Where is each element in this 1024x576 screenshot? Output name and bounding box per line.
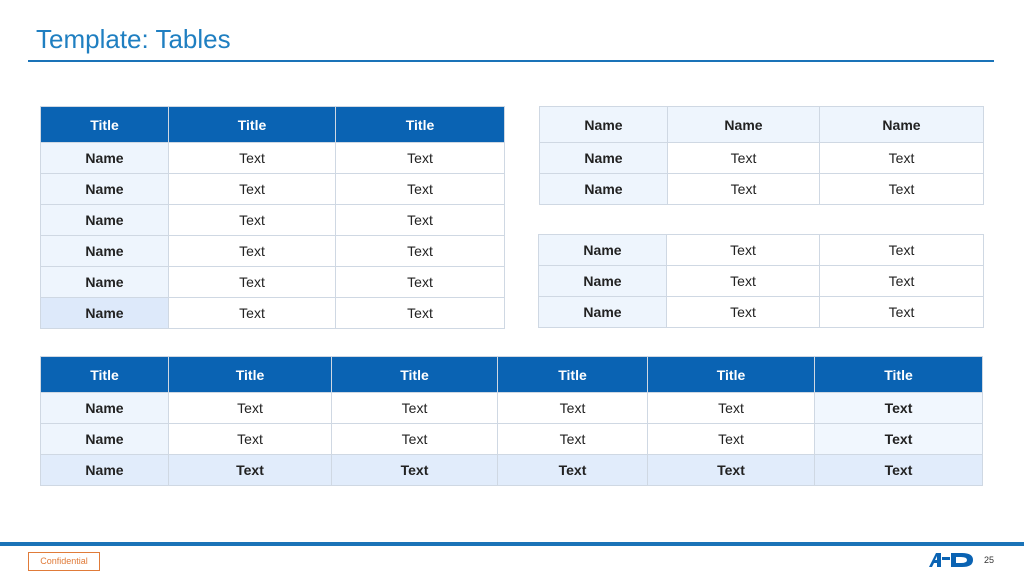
confidential-label: Confidential bbox=[28, 552, 100, 571]
table-cell: Text bbox=[498, 455, 648, 486]
table-cell: Text bbox=[668, 174, 820, 205]
table-cell: Text bbox=[169, 424, 332, 455]
table-cell: Text bbox=[820, 297, 984, 328]
table-cell: Text bbox=[336, 298, 505, 329]
table-cell: Text bbox=[820, 143, 984, 174]
table-cell: Text bbox=[648, 424, 815, 455]
column-header: Title bbox=[336, 107, 505, 143]
table-cell: Text bbox=[169, 143, 336, 174]
column-header: Title bbox=[332, 357, 498, 393]
table-cell: Text bbox=[169, 205, 336, 236]
table-cell: Text bbox=[336, 267, 505, 298]
table-cell: Text bbox=[332, 393, 498, 424]
table-cell: Text bbox=[667, 297, 820, 328]
row-name-cell: Name bbox=[41, 267, 169, 298]
column-header: Title bbox=[169, 107, 336, 143]
column-header: Title bbox=[648, 357, 815, 393]
slide-title: Template: Tables bbox=[36, 24, 231, 54]
table-cell: Text bbox=[336, 205, 505, 236]
table-cell: Text bbox=[169, 174, 336, 205]
table-cell: Text bbox=[648, 455, 815, 486]
column-header: Title bbox=[41, 357, 169, 393]
table-row bbox=[41, 267, 505, 298]
row-name-cell: Name bbox=[540, 143, 668, 174]
table-top-right bbox=[539, 106, 984, 205]
column-header: Title bbox=[41, 107, 169, 143]
row-name-cell: Name bbox=[41, 393, 169, 424]
table-cell: Text bbox=[336, 143, 505, 174]
table-cell: Text bbox=[336, 174, 505, 205]
table-cell: Text bbox=[820, 174, 984, 205]
row-name-cell: Name bbox=[539, 297, 667, 328]
footer-divider bbox=[0, 542, 1024, 546]
company-logo bbox=[928, 552, 974, 568]
table-header-row bbox=[41, 357, 983, 393]
table-row bbox=[41, 298, 505, 329]
column-header: Name bbox=[668, 107, 820, 143]
table-row bbox=[540, 143, 984, 174]
table-row bbox=[41, 393, 983, 424]
table-row bbox=[41, 205, 505, 236]
table-cell: Text bbox=[667, 266, 820, 297]
row-name-cell: Name bbox=[41, 424, 169, 455]
table-row bbox=[539, 235, 984, 266]
table-row bbox=[41, 143, 505, 174]
table-header-row bbox=[41, 107, 505, 143]
table-cell: Text bbox=[815, 455, 983, 486]
table-row bbox=[41, 424, 983, 455]
table-cell: Text bbox=[169, 267, 336, 298]
row-name-cell: Name bbox=[539, 266, 667, 297]
table-top-left bbox=[40, 106, 505, 329]
table-cell: Text bbox=[332, 455, 498, 486]
table-cell: Text bbox=[815, 393, 983, 424]
table-cell: Text bbox=[815, 424, 983, 455]
table-row bbox=[41, 236, 505, 267]
row-name-cell: Name bbox=[41, 298, 169, 329]
table-row bbox=[539, 266, 984, 297]
row-name-cell: Name bbox=[41, 205, 169, 236]
row-name-cell: Name bbox=[41, 455, 169, 486]
title-divider bbox=[28, 60, 994, 62]
table-row bbox=[540, 174, 984, 205]
table-middle-right bbox=[538, 234, 984, 328]
row-name-cell: Name bbox=[41, 236, 169, 267]
table-row bbox=[41, 174, 505, 205]
table-bottom-wide bbox=[40, 356, 983, 486]
table-row bbox=[539, 297, 984, 328]
row-name-cell: Name bbox=[41, 174, 169, 205]
column-header: Title bbox=[498, 357, 648, 393]
row-name-cell: Name bbox=[540, 174, 668, 205]
table-cell: Text bbox=[169, 455, 332, 486]
table-header-row bbox=[540, 107, 984, 143]
column-header: Title bbox=[169, 357, 332, 393]
table-cell: Text bbox=[169, 236, 336, 267]
table-cell: Text bbox=[498, 393, 648, 424]
table-cell: Text bbox=[668, 143, 820, 174]
table-cell: Text bbox=[667, 235, 820, 266]
table-cell: Text bbox=[648, 393, 815, 424]
table-cell: Text bbox=[169, 393, 332, 424]
table-cell: Text bbox=[169, 298, 336, 329]
table-cell: Text bbox=[332, 424, 498, 455]
row-name-cell: Name bbox=[41, 143, 169, 174]
column-header: Name bbox=[820, 107, 984, 143]
row-name-cell: Name bbox=[539, 235, 667, 266]
table-cell: Text bbox=[820, 235, 984, 266]
table-row-highlight bbox=[41, 455, 983, 486]
table-cell: Text bbox=[820, 266, 984, 297]
page-number: 25 bbox=[984, 555, 995, 565]
column-header: Title bbox=[815, 357, 983, 393]
column-header: Name bbox=[540, 107, 668, 143]
table-cell: Text bbox=[336, 236, 505, 267]
table-cell: Text bbox=[498, 424, 648, 455]
